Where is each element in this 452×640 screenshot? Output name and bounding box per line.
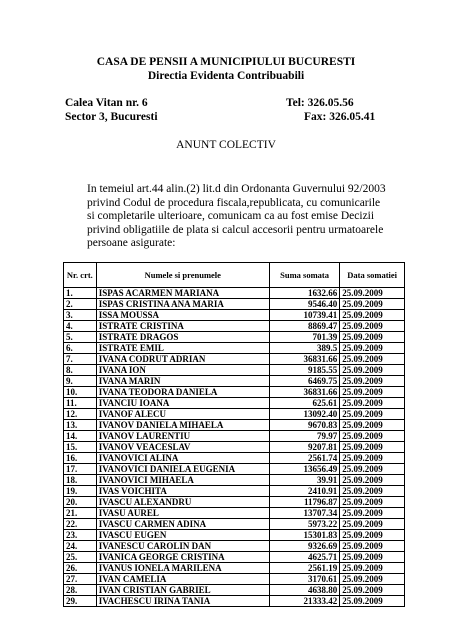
column-header-nr: Nr. crt. [64,263,97,288]
table-row [64,343,405,354]
row-number: 10. [64,387,97,398]
notice-date: 25.09.2009 [340,299,405,310]
table-row [64,409,405,420]
row-number: 18. [64,475,97,486]
person-name: IVANA CODRUT ADRIAN [96,354,269,365]
table-row [64,530,405,541]
amount-due: 9185.55 [269,365,339,376]
notice-date: 25.09.2009 [340,376,405,387]
row-number: 4. [64,321,97,332]
row-number: 8. [64,365,97,376]
person-name: IVANA MARIN [96,376,269,387]
amount-due: 2561.74 [269,453,339,464]
table-row [64,420,405,431]
notice-date: 25.09.2009 [340,464,405,475]
table-header-row [64,263,405,288]
phone-number: Tel: 326.05.56 [286,97,354,109]
row-number: 17. [64,464,97,475]
amount-due: 9207.81 [269,442,339,453]
amount-due: 5973.22 [269,519,339,530]
person-name: IVANOVICI DANIELA EUGENIA [96,464,269,475]
row-number: 6. [64,343,97,354]
amount-due: 13656.49 [269,464,339,475]
person-name: IVANESCU CAROLIN DAN [96,541,269,552]
amount-due: 2561.19 [269,563,339,574]
amount-due: 13092.40 [269,409,339,420]
notice-date: 25.09.2009 [340,398,405,409]
amount-due: 1632.66 [269,288,339,299]
column-header-sum: Suma somata [269,263,339,288]
notice-date: 25.09.2009 [340,486,405,497]
person-name: IVAS VOICHITA [96,486,269,497]
table-row [64,585,405,596]
table-row [64,453,405,464]
table-row [64,288,405,299]
person-name: IVANOV LAURENTIU [96,431,269,442]
notice-date: 25.09.2009 [340,332,405,343]
person-name: IVASCU CARMEN ADINA [96,519,269,530]
table-row [64,321,405,332]
person-name: IVANOVICI ALINA [96,453,269,464]
person-name: IVANOV VEACESLAV [96,442,269,453]
amount-due: 2410.91 [269,486,339,497]
person-name: IVASU AUREL [96,508,269,519]
person-name: IVASCU ALEXANDRU [96,497,269,508]
row-number: 29. [64,596,97,607]
notice-date: 25.09.2009 [340,365,405,376]
amount-due: 9670.83 [269,420,339,431]
row-number: 1. [64,288,97,299]
notice-date: 25.09.2009 [340,596,405,607]
amount-due: 6469.75 [269,376,339,387]
row-number: 20. [64,497,97,508]
amount-due: 36831.66 [269,354,339,365]
person-name: ISTRATE CRISTINA [96,321,269,332]
table-row [64,475,405,486]
column-header-date: Data somatiei [340,263,405,288]
address-line-1: Calea Vitan nr. 6 [65,97,148,109]
table-row [64,563,405,574]
row-number: 11. [64,398,97,409]
amount-due: 9546.40 [269,299,339,310]
amount-due: 79.97 [269,431,339,442]
row-number: 22. [64,519,97,530]
notice-date: 25.09.2009 [340,288,405,299]
intro-paragraph: In temeiul art.44 alin.(2) lit.d din Ordonanta Guvernului 92/2003 privind Codul de procedura fiscala,republicata, cu comunicarile si completarile ulterioare, comunicam ca au fost emise Decizii privind obligatiile de plata si calcul accesorii pentru urmatoarele persoane asigurate: [87,183,386,249]
row-number: 16. [64,453,97,464]
person-name: IVANUS IONELA MARILENA [96,563,269,574]
notice-date: 25.09.2009 [340,387,405,398]
person-name: ISPAS ACARMEN MARIANA [96,288,269,299]
amount-due: 9326.69 [269,541,339,552]
person-name: IVANA ION [96,365,269,376]
person-name: ISSA MOUSSA [96,310,269,321]
table-row [64,387,405,398]
notice-date: 25.09.2009 [340,585,405,596]
amount-due: 15301.83 [269,530,339,541]
notice-date: 25.09.2009 [340,354,405,365]
amount-due: 4638.80 [269,585,339,596]
person-name: IVANA TEODORA DANIELA [96,387,269,398]
table-row [64,464,405,475]
notice-date: 25.09.2009 [340,519,405,530]
notice-date: 25.09.2009 [340,453,405,464]
notice-date: 25.09.2009 [340,563,405,574]
notice-date: 25.09.2009 [340,530,405,541]
fax-number: Fax: 326.05.41 [304,111,376,123]
notice-date: 25.09.2009 [340,574,405,585]
amount-due: 39.91 [269,475,339,486]
table-row [64,299,405,310]
table-row [64,398,405,409]
table-row [64,596,405,607]
person-name: IVANOV DANIELA MIHAELA [96,420,269,431]
amount-due: 10739.41 [269,310,339,321]
person-name: ISPAS CRISTINA ANA MARIA [96,299,269,310]
address-line-2: Sector 3, Bucuresti [65,111,158,123]
person-name: IVANOVICI MIHAELA [96,475,269,486]
amount-due: 21333.42 [269,596,339,607]
notice-date: 25.09.2009 [340,310,405,321]
insured-persons-table [63,262,405,607]
person-name: IVAN CRISTIAN GABRIEL [96,585,269,596]
notice-date: 25.09.2009 [340,409,405,420]
row-number: 25. [64,552,97,563]
row-number: 19. [64,486,97,497]
amount-due: 13707.34 [269,508,339,519]
table-row [64,354,405,365]
table-row [64,519,405,530]
row-number: 12. [64,409,97,420]
person-name: IVASCU EUGEN [96,530,269,541]
institution-title: CASA DE PENSII A MUNICIPIULUI BUCURESTI [96,56,356,68]
row-number: 27. [64,574,97,585]
person-name: IVAN CAMELIA [96,574,269,585]
amount-due: 3170.61 [269,574,339,585]
row-number: 24. [64,541,97,552]
person-name: ISTRATE EMIL [96,343,269,354]
table-row [64,574,405,585]
amount-due: 8869.47 [269,321,339,332]
notice-date: 25.09.2009 [340,321,405,332]
department-subtitle: Directia Evidenta Contribuabili [147,70,305,82]
notice-date: 25.09.2009 [340,541,405,552]
amount-due: 625.61 [269,398,339,409]
person-name: ISTRATE DRAGOS [96,332,269,343]
amount-due: 11796.87 [269,497,339,508]
row-number: 5. [64,332,97,343]
table-row [64,486,405,497]
notice-date: 25.09.2009 [340,497,405,508]
amount-due: 36831.66 [269,387,339,398]
table-body [64,288,405,607]
notice-date: 25.09.2009 [340,552,405,563]
row-number: 15. [64,442,97,453]
row-number: 3. [64,310,97,321]
row-number: 26. [64,563,97,574]
notice-date: 25.09.2009 [340,420,405,431]
person-name: IVANICA GEORGE CRISTINA [96,552,269,563]
row-number: 23. [64,530,97,541]
row-number: 2. [64,299,97,310]
row-number: 7. [64,354,97,365]
table-row [64,541,405,552]
table-row [64,431,405,442]
notice-date: 25.09.2009 [340,508,405,519]
row-number: 9. [64,376,97,387]
notice-date: 25.09.2009 [340,431,405,442]
table-row [64,497,405,508]
notice-date: 25.09.2009 [340,442,405,453]
amount-due: 389.5 [269,343,339,354]
amount-due: 4625.71 [269,552,339,563]
row-number: 21. [64,508,97,519]
person-name: IVACHESCU IRINA TANIA [96,596,269,607]
table-row [64,552,405,563]
notice-date: 25.09.2009 [340,343,405,354]
row-number: 28. [64,585,97,596]
amount-due: 701.39 [269,332,339,343]
row-number: 14. [64,431,97,442]
person-name: IVANCIU IOANA [96,398,269,409]
table-row [64,365,405,376]
notice-date: 25.09.2009 [340,475,405,486]
table-row [64,508,405,519]
table-row [64,332,405,343]
table-row [64,376,405,387]
table-row [64,442,405,453]
announcement-title: ANUNT COLECTIV [176,139,276,151]
row-number: 13. [64,420,97,431]
column-header-name: Numele si prenumele [96,263,269,288]
person-name: IVANOF ALECU [96,409,269,420]
table-row [64,310,405,321]
